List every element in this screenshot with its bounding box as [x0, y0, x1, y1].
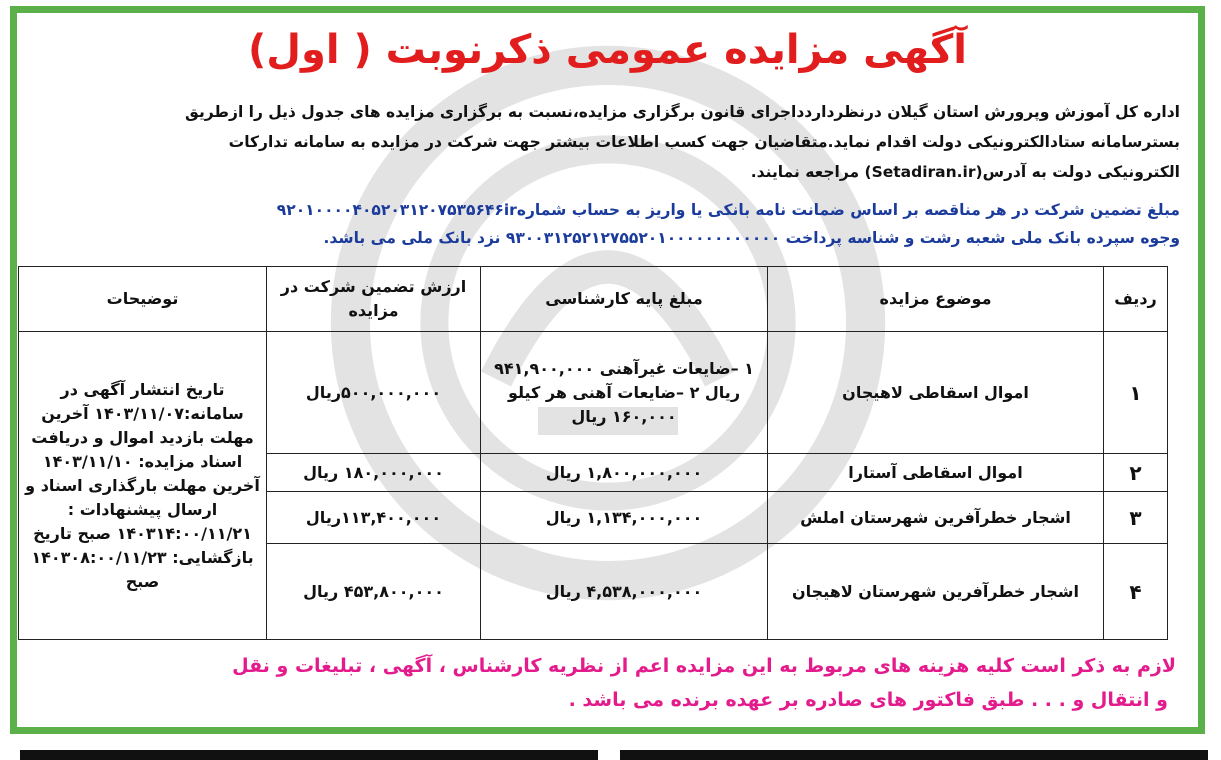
intro-line: بسترسامانه ستادالکترونیکی دولت اقدام نماید.متقاضیان جهت کسب اطلاعات بیشتر جهت شرکت در مزایده به سامانه تدارکات [228, 133, 1180, 151]
header-notes: توضیحات [19, 267, 267, 332]
table-header-row [19, 267, 1168, 332]
row-number: ۲ [1104, 454, 1168, 492]
row-number: ۱ [1104, 332, 1168, 454]
row-subject: اشجار خطرآفرین شهرستان املش [768, 492, 1104, 544]
header-guarantee: ارزش تضمین شرکت در مزایده [267, 267, 481, 332]
intro-line: اداره کل آموزش وپرورش استان گیلان درنظرداردداجرای قانون برگزاری مزایده،نسبت به برگزاری مزایده های جدول ذیل را ازطریق [184, 103, 1180, 121]
bottom-bar-right [620, 750, 1208, 760]
intro-paragraph [35, 97, 1180, 187]
auction-table [18, 266, 1168, 640]
row-subject: اموال اسقاطی آستارا [768, 454, 1104, 492]
row-base-price: ۱,۱۳۴,۰۰۰,۰۰۰ ریال [481, 492, 768, 544]
row-number: ۴ [1104, 544, 1168, 640]
bottom-bar-left [20, 750, 598, 760]
row-base-price: ۱,۸۰۰,۰۰۰,۰۰۰ ریال [481, 454, 768, 492]
row-base-price: ۴,۵۳۸,۰۰۰,۰۰۰ ریال [481, 544, 768, 640]
row-subject: اموال اسقاطی لاهیجان [768, 332, 1104, 454]
row-number: ۳ [1104, 492, 1168, 544]
intro-line: الکترونیکی دولت به آدرس(Setadiran.ir) مراجعه نمایند. [750, 163, 1180, 181]
row-guarantee: ۱۸۰,۰۰۰,۰۰۰ ریال [267, 454, 481, 492]
guarantee-line: وجوه سپرده بانک ملی شعبه رشت و شناسه پرداخت ۹۳۰۰۳۱۲۵۲۱۲۷۵۵۲۰۱۰۰۰۰۰۰۰۰۰۰۰۰ نزد بانک ملی می باشد. [323, 229, 1180, 247]
footer-line: و انتقال و . . . طبق فاکتور های صادره بر عهده برنده می باشد . [568, 689, 1168, 711]
guarantee-paragraph [35, 196, 1180, 252]
row-guarantee: ۴۵۳,۸۰۰,۰۰۰ ریال [267, 544, 481, 640]
row-guarantee: ۵۰۰,۰۰۰,۰۰۰ریال [267, 332, 481, 454]
row-base-price: ۱ –ضایعات غیرآهنی ۹۴۱,۹۰۰,۰۰۰ ریال ۲ –ضایعات آهنی هر کیلو ۱۶۰,۰۰۰ ریال [481, 332, 768, 454]
row-subject: اشجار خطرآفرین شهرستان لاهیجان [768, 544, 1104, 640]
notice-title: آگهی مزایده عمومی ذکرنوبت ( اول) [247, 27, 967, 73]
notes-cell: تاریخ انتشار آگهی در سامانه:۱۴۰۳/۱۱/۰۷ آخرین مهلت بازدید اموال و دریافت اسناد مزایده: ۱۴۰۳/۱۱/۱۰ آخرین مهلت بارگذاری اسناد و ارسال پیشنهادات : ۱۴۰۳۱۴:۰۰/۱۱/۲۱ صبح تاریخ بازگشایی: ۱۴۰۳۰۸:۰۰/۱۱/۲۳ صبح [19, 332, 267, 640]
footer-note [39, 649, 1176, 717]
header-subject: موضوع مزایده [768, 267, 1104, 332]
guarantee-line: مبلغ تضمین شرکت در هر مناقصه بر اساس ضمانت نامه بانکی یا واریز به حساب شماره۹۲۰۱۰۰۰۰۴۰۵۲۰۳۱۲۰۷۵۳۵۶۴۶ir [276, 201, 1180, 219]
footer-line: لازم به ذکر است کلیه هزینه های مربوط به این مزایده اعم از نظریه کارشناس ، آگهی ، تبلیغات و نقل [232, 655, 1176, 677]
header-base-price: مبلغ پایه کارشناسی [481, 267, 768, 332]
notice-frame [10, 6, 1205, 734]
header-row-number: ردیف [1104, 267, 1168, 332]
table-row [19, 332, 1168, 454]
row-guarantee: ۱۱۳,۴۰۰,۰۰۰ریال [267, 492, 481, 544]
